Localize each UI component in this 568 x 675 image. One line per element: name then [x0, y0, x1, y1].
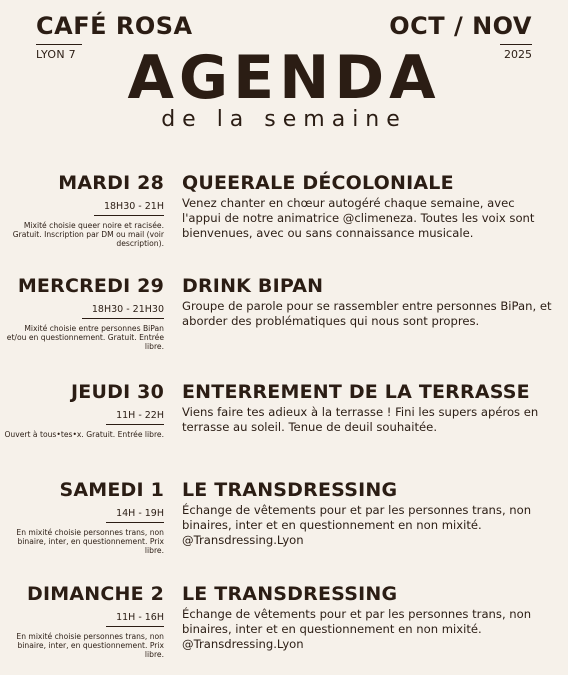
event-time: 18H30 - 21H30 [82, 303, 164, 319]
event-description: Groupe de parole pour se rassembler entre personnes BiPan, et aborder des problématiques qui nous sont propres. [182, 299, 552, 328]
event-name: LE TRANSDRESSING [182, 479, 398, 501]
event-time: 11H - 16H [106, 611, 164, 627]
event-time: 18H30 - 21H [94, 200, 164, 216]
header [0, 0, 568, 140]
event-content [182, 381, 554, 435]
event-meta [4, 381, 164, 439]
event-info: En mixité choisie personnes trans, non binaire, inter, en questionnement. Prix libre. [16, 528, 164, 555]
event-description: Échange de vêtements pour et par les personnes trans, non binaires, inter et en questionnement en non mixité. @Transdressing.Lyon [182, 503, 532, 547]
event-time: 11H - 22H [106, 409, 164, 425]
event-description: Échange de vêtements pour et par les personnes trans, non binaires, inter et en questionnement en non mixité. @Transdressing.Lyon [182, 607, 532, 651]
event-info: Mixité choisie queer noire et racisée. Gratuit. Inscription par DM ou mail (voir description). [12, 221, 164, 248]
page-subtitle: de la semaine [161, 107, 407, 132]
period-year: 2025 [500, 44, 532, 61]
event-content [182, 583, 554, 652]
event-info: Ouvert à tous•tes•x. Gratuit. Entrée libre. [4, 430, 164, 439]
event-name: DRINK BIPAN [182, 275, 324, 297]
event-info: En mixité choisie personnes trans, non binaire, inter, en questionnement. Prix libre. [16, 632, 164, 659]
event-name: ENTERREMENT DE LA TERRASSE [182, 381, 530, 403]
event-name: QUEERALE DÉCOLONIALE [182, 172, 454, 194]
event-description: Venez chanter en chœur autogéré chaque semaine, avec l'appui de notre animatrice @climeneza. Toutes les voix sont bienvenues, avec ou sans connaissance musicale. [182, 196, 535, 240]
event-name: LE TRANSDRESSING [182, 583, 398, 605]
event-meta [4, 172, 164, 248]
page-title: AGENDA [127, 43, 441, 113]
event-day: MERCREDI 29 [17, 275, 164, 297]
event-day: JEUDI 30 [71, 381, 164, 403]
event-meta [4, 479, 164, 555]
venue-city: LYON 7 [36, 44, 82, 61]
event-content [182, 479, 554, 548]
event-meta [4, 583, 164, 659]
event-content [182, 172, 554, 241]
event-day: SAMEDI 1 [59, 479, 164, 501]
event-content [182, 275, 554, 329]
event-day: DIMANCHE 2 [26, 583, 164, 605]
event-info: Mixité choisie entre personnes BiPan et/ou en questionnement. Gratuit. Entrée libre. [6, 324, 164, 351]
event-time: 14H - 19H [106, 507, 164, 523]
event-day: MARDI 28 [58, 172, 164, 194]
period-months: OCT / NOV [389, 12, 532, 40]
venue-name: CAFÉ ROSA [36, 12, 193, 40]
event-meta [4, 275, 164, 351]
event-description: Viens faire tes adieux à la terrasse ! Fini les supers apéros en terrasse au soleil. Tenue de deuil souhaitée. [182, 405, 539, 434]
